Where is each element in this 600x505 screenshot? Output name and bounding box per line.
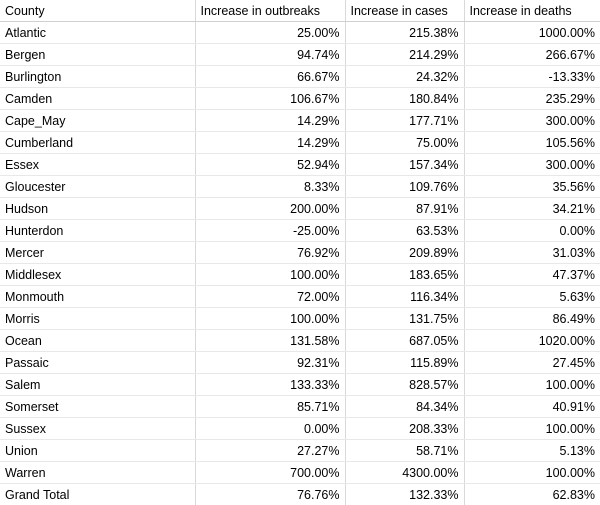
- table-row: [0, 352, 600, 374]
- cell-deaths: 1020.00%: [464, 330, 600, 352]
- table-row: [0, 88, 600, 110]
- table-row: [0, 440, 600, 462]
- column-header-increase-in-cases: Increase in cases: [345, 0, 464, 22]
- cell-outbreaks: 72.00%: [195, 286, 345, 308]
- cell-cases: 132.33%: [345, 484, 464, 505]
- cell-county: Monmouth: [0, 286, 195, 308]
- cell-cases: 84.34%: [345, 396, 464, 418]
- table-row: [0, 176, 600, 198]
- table-row: [0, 132, 600, 154]
- cell-county: Hunterdon: [0, 220, 195, 242]
- table-row: [0, 374, 600, 396]
- cell-county: Warren: [0, 462, 195, 484]
- cell-cases: 177.71%: [345, 110, 464, 132]
- cell-deaths: 40.91%: [464, 396, 600, 418]
- table-row: [0, 22, 600, 44]
- cell-cases: 4300.00%: [345, 462, 464, 484]
- cell-county: Atlantic: [0, 22, 195, 44]
- table-row: [0, 264, 600, 286]
- table-row: [0, 110, 600, 132]
- cell-county: Mercer: [0, 242, 195, 264]
- cell-county: Gloucester: [0, 176, 195, 198]
- cell-outbreaks: 131.58%: [195, 330, 345, 352]
- cell-cases: 24.32%: [345, 66, 464, 88]
- cell-deaths: 86.49%: [464, 308, 600, 330]
- table-header-row: [0, 0, 600, 22]
- cell-cases: 828.57%: [345, 374, 464, 396]
- cell-outbreaks: 52.94%: [195, 154, 345, 176]
- cell-county: Bergen: [0, 44, 195, 66]
- cell-outbreaks: 76.76%: [195, 484, 345, 505]
- table-row: [0, 198, 600, 220]
- cell-deaths: 35.56%: [464, 176, 600, 198]
- table-row: [0, 330, 600, 352]
- cell-county: Grand Total: [0, 484, 195, 505]
- column-header-increase-in-outbreaks: Increase in outbreaks: [195, 0, 345, 22]
- cell-cases: 214.29%: [345, 44, 464, 66]
- table-row: [0, 286, 600, 308]
- cell-deaths: 34.21%: [464, 198, 600, 220]
- cell-cases: 131.75%: [345, 308, 464, 330]
- cell-outbreaks: 27.27%: [195, 440, 345, 462]
- cell-outbreaks: 14.29%: [195, 132, 345, 154]
- cell-outbreaks: 76.92%: [195, 242, 345, 264]
- cell-outbreaks: 94.74%: [195, 44, 345, 66]
- cell-cases: 208.33%: [345, 418, 464, 440]
- cell-deaths: 27.45%: [464, 352, 600, 374]
- cell-cases: 180.84%: [345, 88, 464, 110]
- table-row: [0, 44, 600, 66]
- cell-county: Sussex: [0, 418, 195, 440]
- cell-cases: 116.34%: [345, 286, 464, 308]
- table-row: [0, 242, 600, 264]
- table-row: [0, 418, 600, 440]
- cell-outbreaks: 133.33%: [195, 374, 345, 396]
- cell-county: Cape_May: [0, 110, 195, 132]
- cell-outbreaks: 0.00%: [195, 418, 345, 440]
- cell-county: Somerset: [0, 396, 195, 418]
- cell-outbreaks: 700.00%: [195, 462, 345, 484]
- cell-outbreaks: 92.31%: [195, 352, 345, 374]
- cell-deaths: 0.00%: [464, 220, 600, 242]
- cell-cases: 687.05%: [345, 330, 464, 352]
- table-row: [0, 462, 600, 484]
- cell-cases: 115.89%: [345, 352, 464, 374]
- cell-county: Camden: [0, 88, 195, 110]
- cell-outbreaks: 8.33%: [195, 176, 345, 198]
- cell-county: Salem: [0, 374, 195, 396]
- cell-outbreaks: 100.00%: [195, 264, 345, 286]
- table-row: [0, 220, 600, 242]
- column-header-county: County: [0, 0, 195, 22]
- cell-deaths: 5.13%: [464, 440, 600, 462]
- cell-deaths: 300.00%: [464, 154, 600, 176]
- cell-cases: 109.76%: [345, 176, 464, 198]
- cell-outbreaks: 106.67%: [195, 88, 345, 110]
- cell-deaths: 300.00%: [464, 110, 600, 132]
- cell-outbreaks: 85.71%: [195, 396, 345, 418]
- cell-cases: 63.53%: [345, 220, 464, 242]
- cell-county: Union: [0, 440, 195, 462]
- cell-county: Ocean: [0, 330, 195, 352]
- column-header-increase-in-deaths: Increase in deaths: [464, 0, 600, 22]
- table-body: [0, 22, 600, 505]
- table-row: [0, 396, 600, 418]
- cell-cases: 215.38%: [345, 22, 464, 44]
- cell-deaths: 266.67%: [464, 44, 600, 66]
- table-row-grand-total: [0, 484, 600, 505]
- cell-outbreaks: 14.29%: [195, 110, 345, 132]
- table-row: [0, 154, 600, 176]
- cell-outbreaks: 66.67%: [195, 66, 345, 88]
- table-row: [0, 66, 600, 88]
- table-row: [0, 308, 600, 330]
- cell-deaths: 100.00%: [464, 374, 600, 396]
- cell-cases: 183.65%: [345, 264, 464, 286]
- cell-deaths: 62.83%: [464, 484, 600, 505]
- cell-deaths: 100.00%: [464, 418, 600, 440]
- cell-outbreaks: 200.00%: [195, 198, 345, 220]
- cell-deaths: 105.56%: [464, 132, 600, 154]
- cell-county: Passaic: [0, 352, 195, 374]
- cell-outbreaks: 25.00%: [195, 22, 345, 44]
- cell-county: Cumberland: [0, 132, 195, 154]
- cell-deaths: 235.29%: [464, 88, 600, 110]
- cell-county: Essex: [0, 154, 195, 176]
- cell-outbreaks: 100.00%: [195, 308, 345, 330]
- cell-outbreaks: -25.00%: [195, 220, 345, 242]
- cell-cases: 209.89%: [345, 242, 464, 264]
- cell-deaths: 5.63%: [464, 286, 600, 308]
- cell-county: Burlington: [0, 66, 195, 88]
- cell-deaths: 31.03%: [464, 242, 600, 264]
- cell-deaths: -13.33%: [464, 66, 600, 88]
- cell-cases: 58.71%: [345, 440, 464, 462]
- cell-county: Hudson: [0, 198, 195, 220]
- cell-county: Middlesex: [0, 264, 195, 286]
- cell-deaths: 47.37%: [464, 264, 600, 286]
- cell-deaths: 100.00%: [464, 462, 600, 484]
- cell-cases: 87.91%: [345, 198, 464, 220]
- cell-cases: 157.34%: [345, 154, 464, 176]
- cell-cases: 75.00%: [345, 132, 464, 154]
- cell-deaths: 1000.00%: [464, 22, 600, 44]
- cell-county: Morris: [0, 308, 195, 330]
